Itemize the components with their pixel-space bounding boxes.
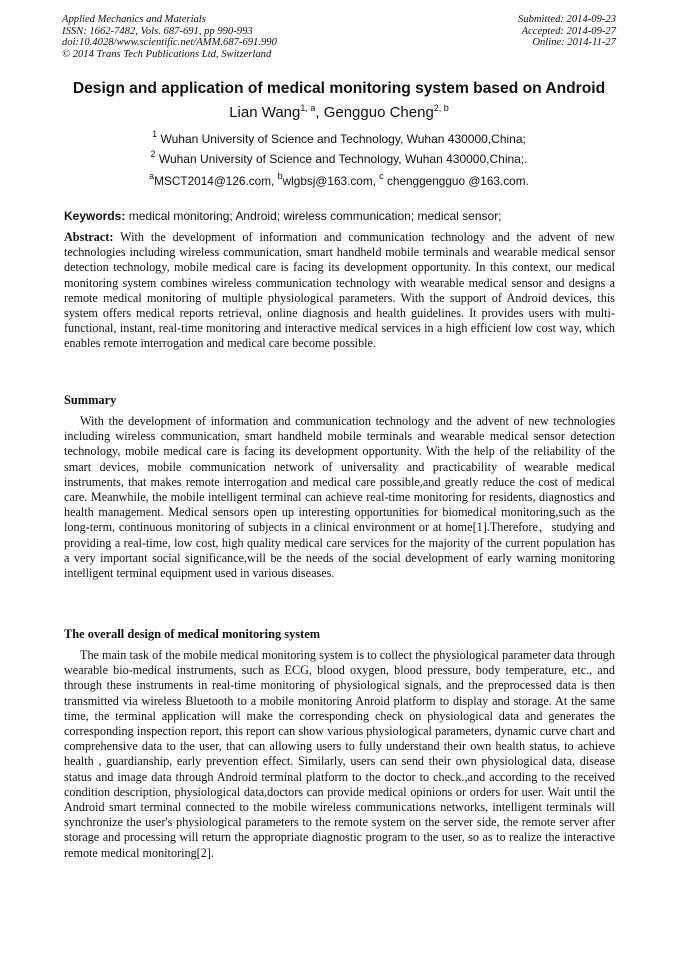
paper-title: Design and application of medical monitoring system based on Android [72,80,606,97]
author-2-sup: 2, b [433,103,449,113]
email-b-sup: b [277,171,283,181]
affiliation-2 [40,149,638,166]
journal-copyright: © 2014 Trans Tech Publications Ltd, Switzerland [62,48,272,60]
submission-dates [518,14,616,49]
abstract-label: Abstract: [64,230,114,244]
author-line [40,104,638,121]
keywords-line [64,209,616,223]
email-a-sup: a [149,171,155,181]
section-heading-overall-design: The overall design of medical monitoring system [64,627,321,641]
section-heading-summary: Summary [64,393,117,407]
affiliation-1-text: Wuhan University of Science and Technology, Wuhan 430000,China; [157,132,526,146]
email-c-sup: c [379,171,384,181]
email-a: MSCT2014@126.com, [154,174,278,188]
accepted-date: Accepted: 2014-09-27 [521,25,616,37]
journal-issn: ISSN: 1662-7482, Vols. 687-691, pp 990-993 [62,25,253,37]
journal-name: Applied Mechanics and Materials [62,14,206,25]
email-c: chenggengguo @163.com. [383,174,529,188]
journal-info [62,14,277,60]
affiliation-2-text: Wuhan University of Science and Technology, Wuhan 430000,China;. [155,152,528,166]
author-separator: , [315,104,324,121]
keywords-label: Keywords: [64,209,126,223]
abstract-paragraph [64,230,615,352]
abstract-text: With the development of information and communication technology and the advent of new technologies including wireless communication, smart handheld mobile terminals and wearable medical sensor detection technology, mobile medical care is facing its development opportunity. In this context, our medical monitoring system combines wireless communication technology with wearable medical sensor and designs a remote medical monitoring of multiple physiological parameters. With the support of Android devices, this system offers medical reports retrieval, online diagnosis and health guidelines. It provides users with multi-functional, instant, real-time monitoring and interactive medical services in a high efficient low cost way, which enables remote interrogation and medical care become possible. [64,230,615,351]
section-paragraph-overall-design: The main task of the mobile medical monitoring system is to collect the physiological parameter data through wearable bio-medical instruments, such as ECG, blood oxygen, blood pressure, body temperature, etc., and through these instruments in real-time monitoring of physiological signals, and the preprocessed data is then transmitted via wireless Bluetooth to a mobile monitoring Anroid platform to display and storage. At the same time, the terminal application will make the corresponding check on physiological data and generates the corresponding inspection report, this report can show various physiological parameters, dynamic curve chart and comprehensive data to the user, that can allowing users to fully understand their own health status, to achieve health , guardianship, early prevention effect. Similarly, users can send their own physiological data, disease status and image data through Android terminal platform to the doctor to check.,and according to the received condition description, physiological data,doctors can provide medical opinions or orders for user. Wait until the Android smart terminal connected to the mobile wireless communications networks, intelligent terminals will synchronize the user's physiological parameters to the remote system on the server side, the remote server after storage and processing will return the appropriate diagnostic program to the user, so as to realize the interactive remote medical monitoring[2]. [64,648,615,860]
online-date: Online: 2014-11-27 [532,37,616,49]
keywords-text: medical monitoring; Android; wireless communication; medical sensor; [125,209,502,223]
affiliation-2-sup: 2 [150,149,156,159]
email-b: wlgbsj@163.com, [282,174,380,188]
email-line [40,171,638,188]
affiliation-1-sup: 1 [152,129,158,139]
submitted-date: Submitted: 2014-09-23 [518,14,616,25]
affiliation-1 [40,129,638,146]
journal-doi: doi:10.4028/www.scientific.net/AMM.687-691.990 [62,37,277,49]
author-1-name: Lian Wang [229,104,301,121]
author-2-name: Gengguo Cheng [323,104,434,121]
section-paragraph-summary: With the development of information and communication technology and the advent of new technologies including wireless communication, smart handheld mobile terminals and wearable medical sensor detection technology, mobile medical care is facing its development opportunity. With the help of the reliability of the smart devices, mobile communication network of universality and practicability of wearable medical instruments, that makes remote interrogation and medical care possible,and greatly reduce the cost of medical care. Meanwhile, the mobile intelligent terminal can achieve real-time monitoring for residents, diagnostics and health management. Medical sensors open up interesting opportunities for biomedical monitoring,such as the long-term, continuous monitoring of subjects in a clinical environment or at home[1].Therefore，studying and providing a real-time, low cost, high quality medical care services for the majority of the current population has a very important social significance,will be the needs of the social development of early warning monitoring intelligent terminal equipment used in various diseases. [64,414,615,581]
author-1-sup: 1, a [300,103,316,113]
